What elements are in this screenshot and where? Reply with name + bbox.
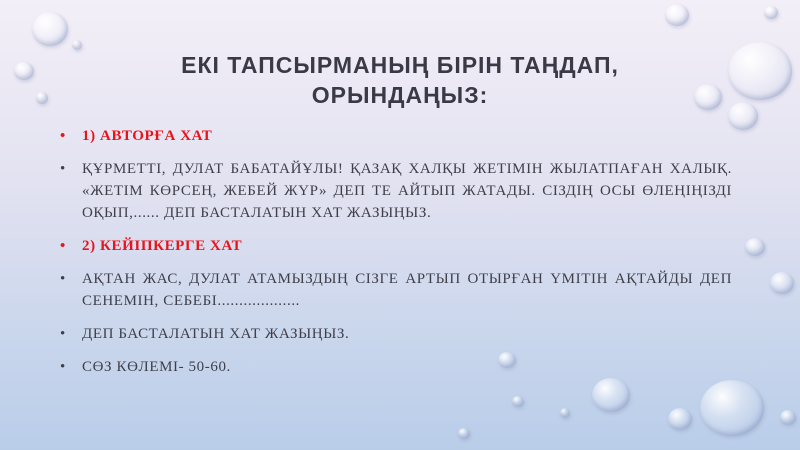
water-drop-decoration <box>780 410 796 425</box>
water-drop-decoration <box>694 84 722 110</box>
list-item-task-2-heading <box>60 235 732 257</box>
bullet: • <box>60 271 66 287</box>
water-drop-decoration <box>72 40 82 50</box>
bullet: • <box>60 128 66 144</box>
water-drop-decoration <box>36 92 48 104</box>
list-item-task-1-heading <box>60 125 732 147</box>
water-drop-decoration <box>32 12 68 46</box>
bullet: • <box>60 161 66 177</box>
water-drop-decoration <box>458 428 470 439</box>
water-drop-decoration <box>745 238 765 256</box>
water-drop-decoration <box>665 4 689 26</box>
word-count-text: СӨЗ КӨЛЕМІ- 50-60. <box>82 359 231 375</box>
task-1-text: ҚҰРМЕТТІ, ДУЛАТ БАБАТАЙҰЛЫ! ҚАЗАҚ ХАЛҚЫ ЖЕТІМІН ЖЫЛАТПАҒАН ХАЛЫҚ. «ЖЕТІМ КӨРСЕҢ, ЖЕБЕЙ ЖҮР» ДЕП ТЕ АЙТЫП ЖАТАДЫ. СІЗДІҢ ОСЫ ӨЛЕҢІҢІЗДІ ОҚЫП,...... ДЕП БАСТАЛАТЫН ХАТ ЖАЗЫҢЫЗ. <box>82 161 732 221</box>
list-item-word-count <box>60 356 732 378</box>
task-2-heading: 2) КЕЙІПКЕРГЕ ХАТ <box>82 238 243 254</box>
task-1-heading: 1) АВТОРҒА ХАТ <box>82 128 213 144</box>
slide-title: ЕКІ ТАПСЫРМАНЫҢ БІРІН ТАҢДАП, ОРЫНДАҢЫЗ: <box>181 52 619 108</box>
water-drop-decoration <box>512 396 524 407</box>
slide-content <box>60 125 732 389</box>
water-drop-decoration <box>728 42 792 100</box>
bullet: • <box>60 238 66 254</box>
bullet: • <box>60 326 66 342</box>
bullet: • <box>60 359 66 375</box>
list-item-task-2-text <box>60 268 732 312</box>
water-drop-decoration <box>764 6 778 19</box>
task-2-text: АҚТАН ЖАС, ДУЛАТ АТАМЫЗДЫҢ СІЗГЕ АРТЫП ОТЫРҒАН ҮМІТІН АҚТАЙДЫ ДЕП СЕНЕМІН, СЕБЕБІ................... <box>82 271 732 309</box>
task-2-ending: ДЕП БАСТАЛАТЫН ХАТ ЖАЗЫҢЫЗ. <box>82 326 350 342</box>
water-drop-decoration <box>14 62 34 80</box>
list-item-task-1-text <box>60 158 732 224</box>
list-item-task-2-ending <box>60 323 732 345</box>
water-drop-decoration <box>668 408 692 430</box>
water-drop-decoration <box>560 408 570 418</box>
water-drop-decoration <box>728 102 758 130</box>
water-drop-decoration <box>770 272 794 294</box>
